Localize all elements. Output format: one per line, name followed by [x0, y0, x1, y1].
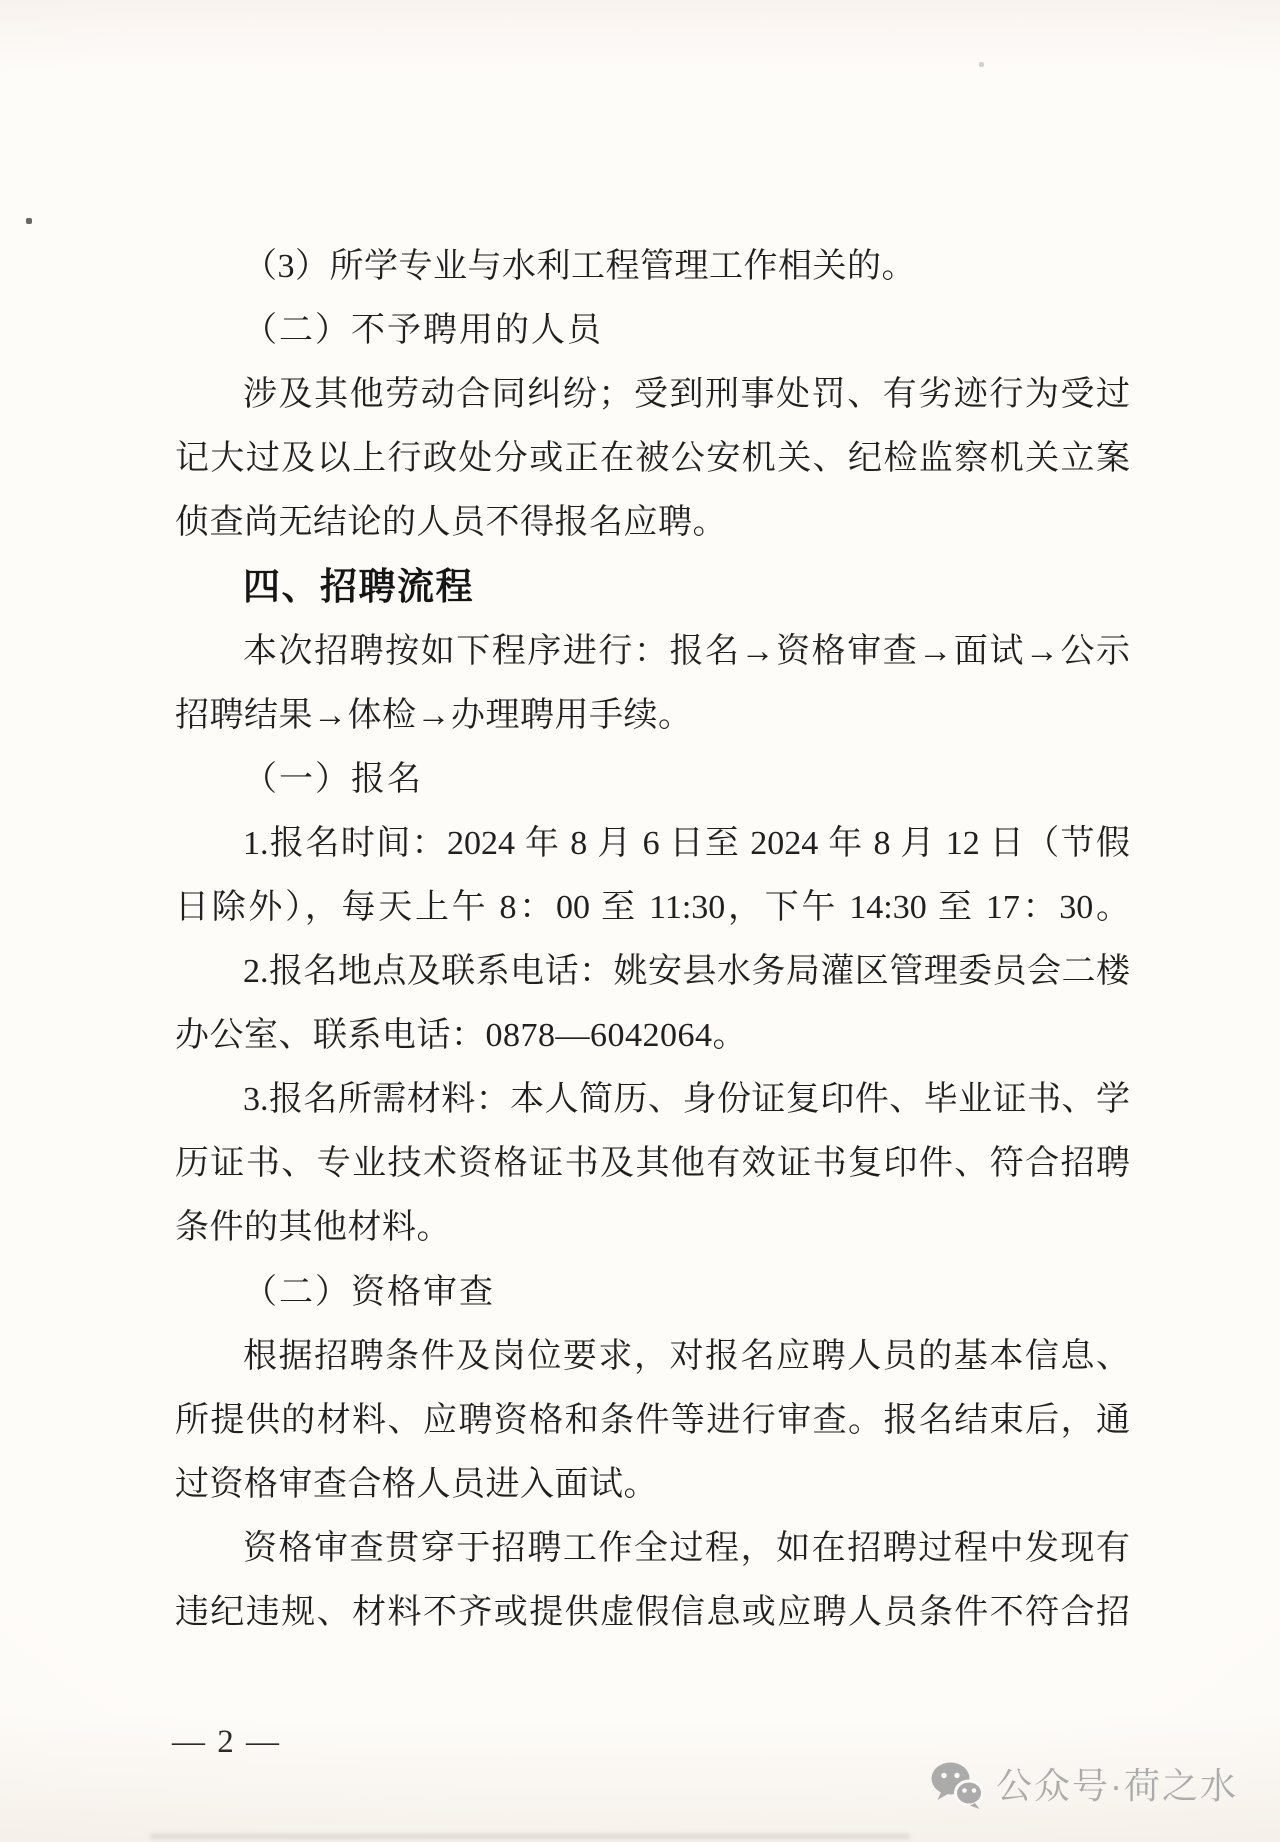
sub-heading: （二）不予聘用的人员: [243, 312, 603, 350]
text-line: 条件的其他材料。: [175, 1209, 451, 1247]
text-line: （3）所学专业与水利工程管理工作相关的。: [243, 248, 916, 285]
watermark: [931, 1762, 1238, 1809]
text-line: 违纪违规、材料不齐或提供虚假信息或应聘人员条件不符合招: [175, 1593, 1130, 1631]
text-line: 所提供的材料、应聘资格和条件等进行审查。报名结束后，通: [175, 1401, 1130, 1439]
watermark-text: 公众号·荷之水: [996, 1764, 1238, 1806]
page-number: — 2 —: [172, 1724, 281, 1760]
text-line: 3.报名所需材料：本人简历、身份证复印件、毕业证书、学: [243, 1081, 1130, 1119]
section-heading: 四、招聘流程: [243, 566, 474, 608]
text-line: 1.报名时间：2024 年 8 月 6 日至 2024 年 8 月 12 日（节假: [243, 824, 1130, 862]
sub-heading: （一）报名: [243, 760, 423, 798]
text-line: 2.报名地点及联系电话：姚安县水务局灌区管理委员会二楼: [243, 953, 1130, 991]
text-line: 记大过及以上行政处分或正在被公安机关、纪检监察机关立案: [175, 440, 1130, 478]
text-line: 日除外），每天上午 8：00 至 11:30，下午 14:30 至 17：30。: [175, 888, 1130, 926]
scan-artifact-smudge: [150, 1834, 910, 1839]
text-line: 招聘结果→体检→办理聘用手续。: [175, 696, 693, 734]
text-line: 办公室、联系电话：0878—6042064。: [175, 1017, 747, 1055]
wechat-icon: [931, 1762, 983, 1809]
text-line: 资格审查贯穿于招聘工作全过程，如在招聘过程中发现有: [243, 1529, 1130, 1567]
text-line: 涉及其他劳动合同纠纷；受到刑事处罚、有劣迹行为受过: [243, 376, 1130, 414]
text-line: 过资格审查合格人员进入面试。: [175, 1465, 658, 1503]
text-line: 根据招聘条件及岗位要求，对报名应聘人员的基本信息、: [243, 1337, 1130, 1375]
scan-artifact-dot: [979, 62, 984, 67]
sub-heading: （二）资格审查: [243, 1273, 495, 1311]
scan-artifact-dot: [26, 218, 32, 224]
text-line: 本次招聘按如下程序进行：报名→资格审查→面试→公示: [243, 632, 1130, 670]
text-line: 历证书、专业技术资格证书及其他有效证书复印件、符合招聘: [175, 1145, 1130, 1183]
text-line: 侦查尚无结论的人员不得报名应聘。: [175, 504, 727, 542]
document-body: [175, 235, 1130, 1645]
